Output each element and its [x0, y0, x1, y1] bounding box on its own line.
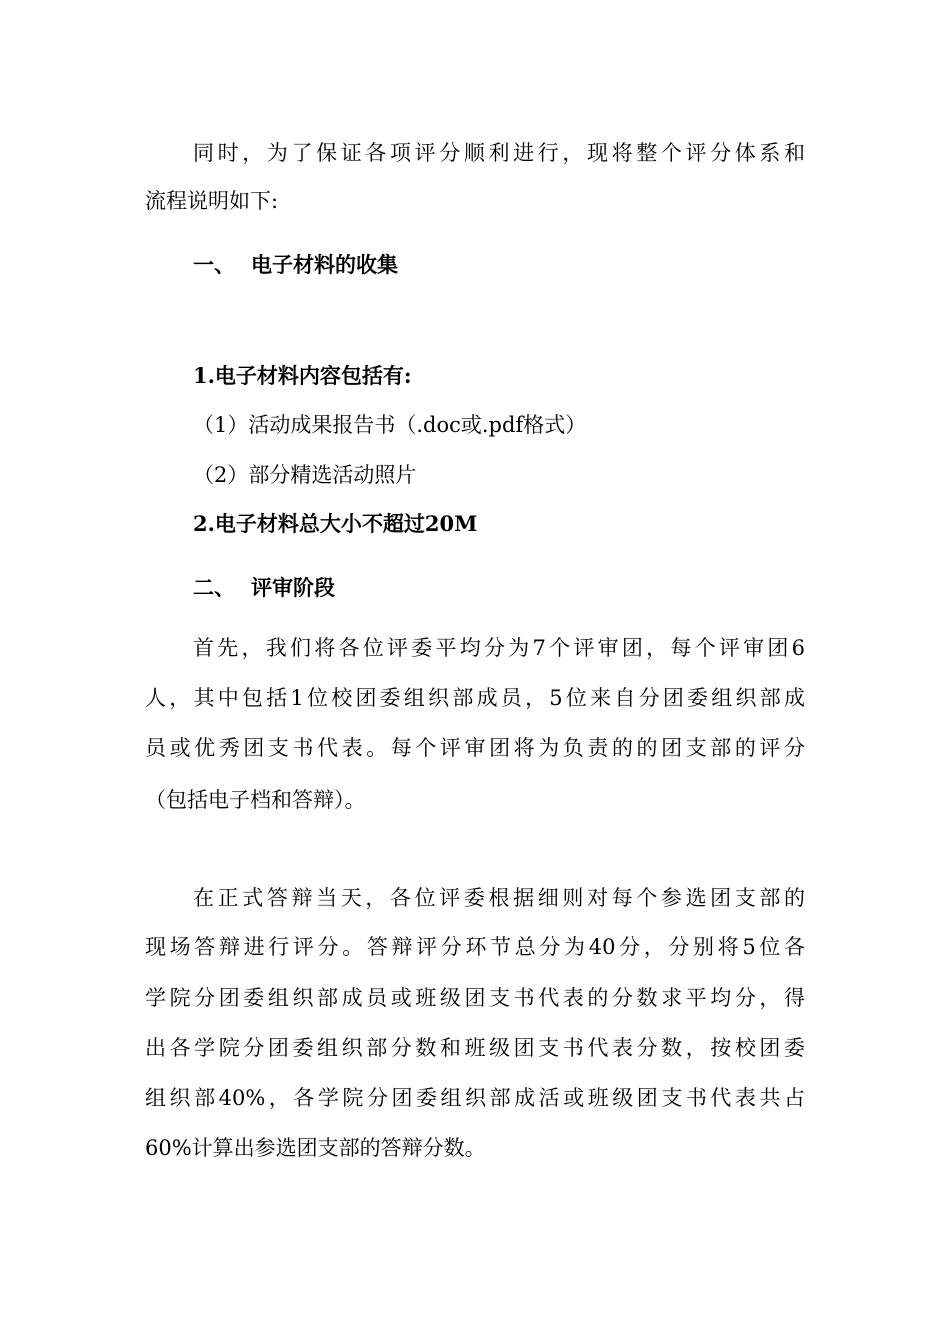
- section-2-title: 评审阶段: [251, 575, 335, 600]
- para-2-line-6: 60%计算出参选团支部的答辩分数。: [145, 1136, 486, 1160]
- intro-line-2: 流程说明如下:: [145, 189, 279, 213]
- section-1-heading: [193, 250, 398, 280]
- item-1-title: 1.电子材料内容包括有:: [193, 363, 412, 388]
- para-1-line-2: 人，其中包括1位校团委组织部成员，5位来自分团委组织部成: [145, 686, 805, 710]
- item-1-sub-2: （2）部分精选活动照片: [193, 463, 417, 487]
- para-2-line-5: 组织部40%，各学院分团委组织部成活或班级团支书代表共占: [145, 1086, 805, 1110]
- para-2-line-2: 现场答辩进行评分。答辩评分环节总分为40分，分别将5位各: [145, 935, 805, 959]
- intro-line-1: 同时，为了保证各项评分顺利进行，现将整个评分体系和: [193, 141, 805, 165]
- section-2-heading: [193, 573, 335, 603]
- section-1-number: 一、: [193, 252, 235, 277]
- para-2-line-1: 在正式答辩当天，各位评委根据细则对每个参选团支部的: [193, 886, 805, 910]
- item-2-title: 2.电子材料总大小不超过20M: [193, 511, 478, 536]
- para-2-line-3: 学院分团委组织部成员或班级团支书代表的分数求平均分，得: [145, 986, 805, 1010]
- section-2-number: 二、: [193, 575, 235, 600]
- para-1-line-4: （包括电子档和答辩）。: [145, 788, 366, 812]
- item-1-sub-1: （1）活动成果报告书（.doc或.pdf格式）: [193, 413, 587, 437]
- para-2-line-4: 出各学院分团委组织部分数和班级团支书代表分数，按校团委: [145, 1036, 805, 1060]
- para-1-line-3: 员或优秀团支书代表。每个评审团将为负责的的团支部的评分: [145, 736, 805, 760]
- section-1-title: 电子材料的收集: [251, 252, 398, 277]
- para-1-line-1: 首先，我们将各位评委平均分为7个评审团，每个评审团6: [193, 636, 805, 660]
